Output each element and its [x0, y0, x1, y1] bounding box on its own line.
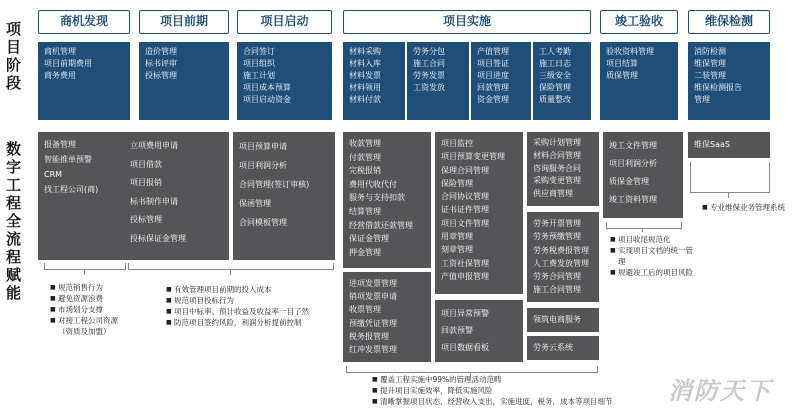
- opportunity-gray-box: [38, 132, 130, 260]
- opportunity-blue-box: [38, 42, 130, 120]
- blue-item: 项目成本预算: [243, 83, 291, 92]
- gray-item: 刻章管理: [441, 245, 473, 255]
- blue-item: 合同签订: [243, 47, 275, 56]
- bullet: ■ 避免资源浪费: [50, 293, 132, 304]
- gray-item: CRM: [44, 170, 63, 179]
- gray-item: 项目异常预警: [441, 309, 489, 318]
- gray-item: 收款管理: [349, 139, 381, 148]
- gray-item: 质保金管理: [609, 177, 649, 186]
- blue-item: 项目进度: [477, 71, 509, 80]
- gray-item: 项目借款: [130, 159, 162, 169]
- acceptance-bracket: [606, 222, 682, 229]
- blue-item: 项目前期费用: [44, 59, 92, 68]
- phase-opportunity: 商机发现: [38, 10, 130, 34]
- opportunity-bracket-tick: [84, 269, 85, 275]
- gray-item: 投标保证金管理: [130, 233, 186, 243]
- blue-item: 管理: [694, 95, 710, 104]
- blue-item: 项目签证: [477, 59, 509, 68]
- gray-item: 用章管理: [441, 232, 473, 242]
- middle-bracket-tick: [230, 269, 231, 275]
- bullet: ■ 对接工程公司资源（资质及加盟）: [50, 315, 132, 337]
- gray-item: 采购计划管理: [533, 138, 581, 147]
- bullet: ■ 专业维保业务管理系统: [702, 202, 792, 213]
- startup-blue-box: [237, 42, 332, 120]
- opportunity-bracket: [44, 263, 126, 270]
- maintenance-bullets: [702, 202, 792, 213]
- impl-monitor-box: [435, 132, 523, 294]
- blue-item: 项目启动资金: [243, 95, 291, 104]
- blue-item: 产值管理: [477, 47, 509, 56]
- project-stage-label: 项目阶段: [6, 20, 22, 92]
- gray-item: 项目文件管理: [441, 218, 489, 228]
- blue-item: 施工日志: [539, 59, 571, 68]
- middle-bullets: [166, 284, 318, 328]
- gray-item: 项目数据看板: [441, 343, 489, 352]
- blue-item: 工资发放: [413, 83, 445, 92]
- impl-blue-col-2: [407, 42, 469, 120]
- gray-item: 服务与支持扣款: [349, 193, 405, 203]
- bullet: ■ 市场划分支撑: [50, 304, 132, 315]
- impl-warning-box: [435, 300, 523, 362]
- blue-item: 消防检测: [694, 47, 726, 56]
- maintenance-blue-box: [688, 42, 770, 120]
- gray-item: 竣工文件管理: [609, 141, 657, 150]
- blue-item: 劳务发票: [413, 71, 445, 80]
- blue-item: 回款管理: [477, 83, 509, 92]
- gray-item: 押金管理: [349, 247, 381, 257]
- impl-bracket: [346, 366, 598, 373]
- blue-item: 二装管理: [694, 71, 726, 80]
- gray-item: 结算管理: [349, 206, 381, 216]
- blue-item: 材料入库: [349, 59, 381, 68]
- gray-item: 劳务开票管理: [533, 219, 581, 228]
- gray-item: 工资社保管理: [441, 258, 489, 268]
- gray-item: 付款管理: [349, 152, 381, 162]
- blue-item: 材料付款: [349, 95, 381, 104]
- gray-item: 项目预算变更管理: [441, 152, 505, 162]
- gray-item: 竣工资料管理: [609, 195, 657, 204]
- preliminary-gray-box: [124, 132, 229, 260]
- opportunity-bullets: [50, 282, 132, 337]
- blue-item: 材料采购: [349, 47, 381, 56]
- gray-item: 红冲发票管理: [349, 345, 397, 355]
- gray-item: 回款预警: [441, 326, 473, 335]
- blue-item: 保险管理: [539, 83, 571, 92]
- gray-item: 保险管理: [441, 178, 473, 188]
- blue-item: 项目结算: [606, 59, 638, 68]
- preliminary-blue-box: [139, 42, 229, 120]
- maintenance-bracket: [690, 162, 770, 193]
- phase-preliminary: 项目前期: [139, 10, 229, 34]
- gray-item: 劳务云系统: [533, 343, 573, 352]
- blue-item: 材料发票: [349, 71, 381, 80]
- gray-item: 咨询服务合同: [533, 163, 581, 173]
- gray-item: 费用代收代付: [349, 179, 397, 189]
- gray-item: 项目预算申请: [239, 142, 287, 151]
- gray-item: 合同协议管理: [441, 192, 489, 202]
- phase-maintenance: 维保检测: [688, 10, 770, 34]
- bullet: ■ 规避竣工后的项目风险: [610, 267, 698, 278]
- gray-item: 报备管理: [44, 140, 76, 149]
- impl-procurement-box: [527, 132, 599, 206]
- bullet: ■ 实现项目文档的统一管理: [610, 245, 698, 267]
- blue-item: 劳务分包: [413, 47, 445, 56]
- blue-item: 造价管理: [145, 47, 177, 56]
- gray-item: 智能推单预警: [44, 155, 92, 164]
- gray-item: 产值申报管理: [441, 271, 489, 281]
- gray-item: 销项发票申请: [349, 292, 397, 302]
- gray-item: 项目报销: [130, 178, 162, 187]
- bullet: ■ 清晰掌握项目状态，经营收入支出，实施进度，税务，成本等项目细节: [372, 396, 672, 407]
- gray-item: 找工程公司(商): [44, 185, 99, 194]
- acceptance-bracket-tick: [642, 228, 643, 232]
- bullet: ■ 防范项目签约风险，利润分析提前控制: [166, 317, 318, 328]
- blue-item: 商务费用: [44, 71, 76, 80]
- impl-invoice-box: [343, 272, 431, 362]
- gray-item: 供应商管理: [533, 189, 573, 199]
- acceptance-gray-box: [603, 132, 683, 218]
- impl-finance-box: [343, 132, 431, 268]
- impl-labor-box: [527, 212, 599, 302]
- impl-bullets: [372, 374, 672, 407]
- impl-laborcloud-box: [527, 336, 599, 360]
- gray-item: 投标管理: [130, 215, 162, 224]
- gray-item: 施工合同管理: [533, 285, 581, 295]
- blue-item: 施工计划: [243, 71, 275, 80]
- gray-item: 维保SaaS: [694, 140, 730, 149]
- gray-item: 预缴凭证管理: [349, 318, 397, 328]
- phase-acceptance: 竣工验收: [600, 10, 678, 34]
- gray-item: 税务报管理: [349, 331, 389, 341]
- impl-ecommerce-box: [527, 308, 599, 332]
- bullet: ■ 项目中标率、预计收益及收益率一目了然: [166, 306, 318, 317]
- blue-item: 工人考勤: [539, 47, 571, 56]
- blue-item: 质保管理: [606, 71, 638, 80]
- blue-item: 材料领用: [349, 83, 381, 92]
- gray-item: 标书制作申请: [130, 196, 178, 206]
- bullet: ■ 覆盖工程实施中99%的管理活动范畴: [372, 374, 672, 385]
- gray-item: 保理合同管理: [441, 165, 489, 175]
- phase-implementation: 项目实施: [343, 10, 591, 34]
- impl-blue-col-3: [471, 42, 531, 120]
- middle-bracket: [128, 263, 334, 270]
- gray-item: 合同管理(签订审核): [239, 180, 310, 189]
- gray-item: 保函管理: [239, 199, 271, 208]
- blue-item: 项目组织: [243, 59, 275, 68]
- maintenance-gray-box: [688, 132, 770, 158]
- blue-item: 质量整改: [539, 95, 571, 104]
- blue-item: 维保管理: [694, 59, 726, 68]
- blue-item: 商机管理: [44, 47, 76, 56]
- gray-item: 证书证件管理: [441, 205, 489, 215]
- blue-item: 资金管理: [477, 95, 509, 104]
- blue-item: 三级安全: [539, 71, 571, 80]
- bullet: ■ 项目收尾规范化: [610, 234, 698, 245]
- acceptance-blue-box: [600, 42, 678, 120]
- bullet: ■ 规范销售行为: [50, 282, 132, 293]
- gray-item: 人工费发放管理: [533, 258, 589, 268]
- gray-item: 收票管理: [349, 305, 381, 315]
- bullet: ■ 有效管理项目前期的投入成本: [166, 284, 318, 295]
- phase-startup: 项目启动: [237, 10, 332, 34]
- gray-item: 劳务税费报管理: [533, 245, 589, 255]
- gray-item: 劳务预缴管理: [533, 232, 581, 242]
- gray-item: 劳务合同管理: [533, 272, 581, 282]
- gray-item: 项目利润分析: [609, 159, 657, 168]
- bullet: ■ 规范项目投标行为: [166, 295, 318, 306]
- bullet: ■ 提升项目实施效率，降低实施风险: [372, 385, 672, 396]
- blue-item: 维保检测报告: [694, 83, 742, 92]
- gray-item: 合同模板管理: [239, 218, 287, 227]
- gray-item: 项目利润分析: [239, 161, 287, 170]
- impl-blue-col-4: [533, 42, 591, 120]
- gray-item: 经营借款还款管理: [349, 220, 413, 230]
- blue-item: 验收资料管理: [606, 47, 654, 56]
- maintenance-bracket-tick: [728, 192, 729, 198]
- gray-item: 材料合同管理: [533, 150, 581, 160]
- blue-item: 投标管理: [145, 71, 177, 80]
- gray-item: 进项发票管理: [349, 279, 397, 288]
- blue-item: 施工合同: [413, 59, 445, 68]
- gray-item: 领筑电商服务: [533, 315, 581, 324]
- startup-gray-box: [233, 132, 335, 260]
- acceptance-bullets: [610, 234, 698, 278]
- gray-item: 项目监控: [441, 139, 473, 148]
- blue-item: 标书评审: [145, 59, 177, 68]
- gray-item: 完税报销: [349, 166, 381, 176]
- gray-item: 保证金管理: [349, 234, 389, 244]
- gray-item: 立项费用申请: [130, 141, 178, 150]
- impl-blue-col-1: [343, 42, 405, 120]
- gray-item: 采购变更管理: [533, 176, 581, 186]
- watermark: 消防天下: [668, 377, 772, 405]
- digital-enablement-label: 数字工程全流程赋能: [6, 140, 22, 302]
